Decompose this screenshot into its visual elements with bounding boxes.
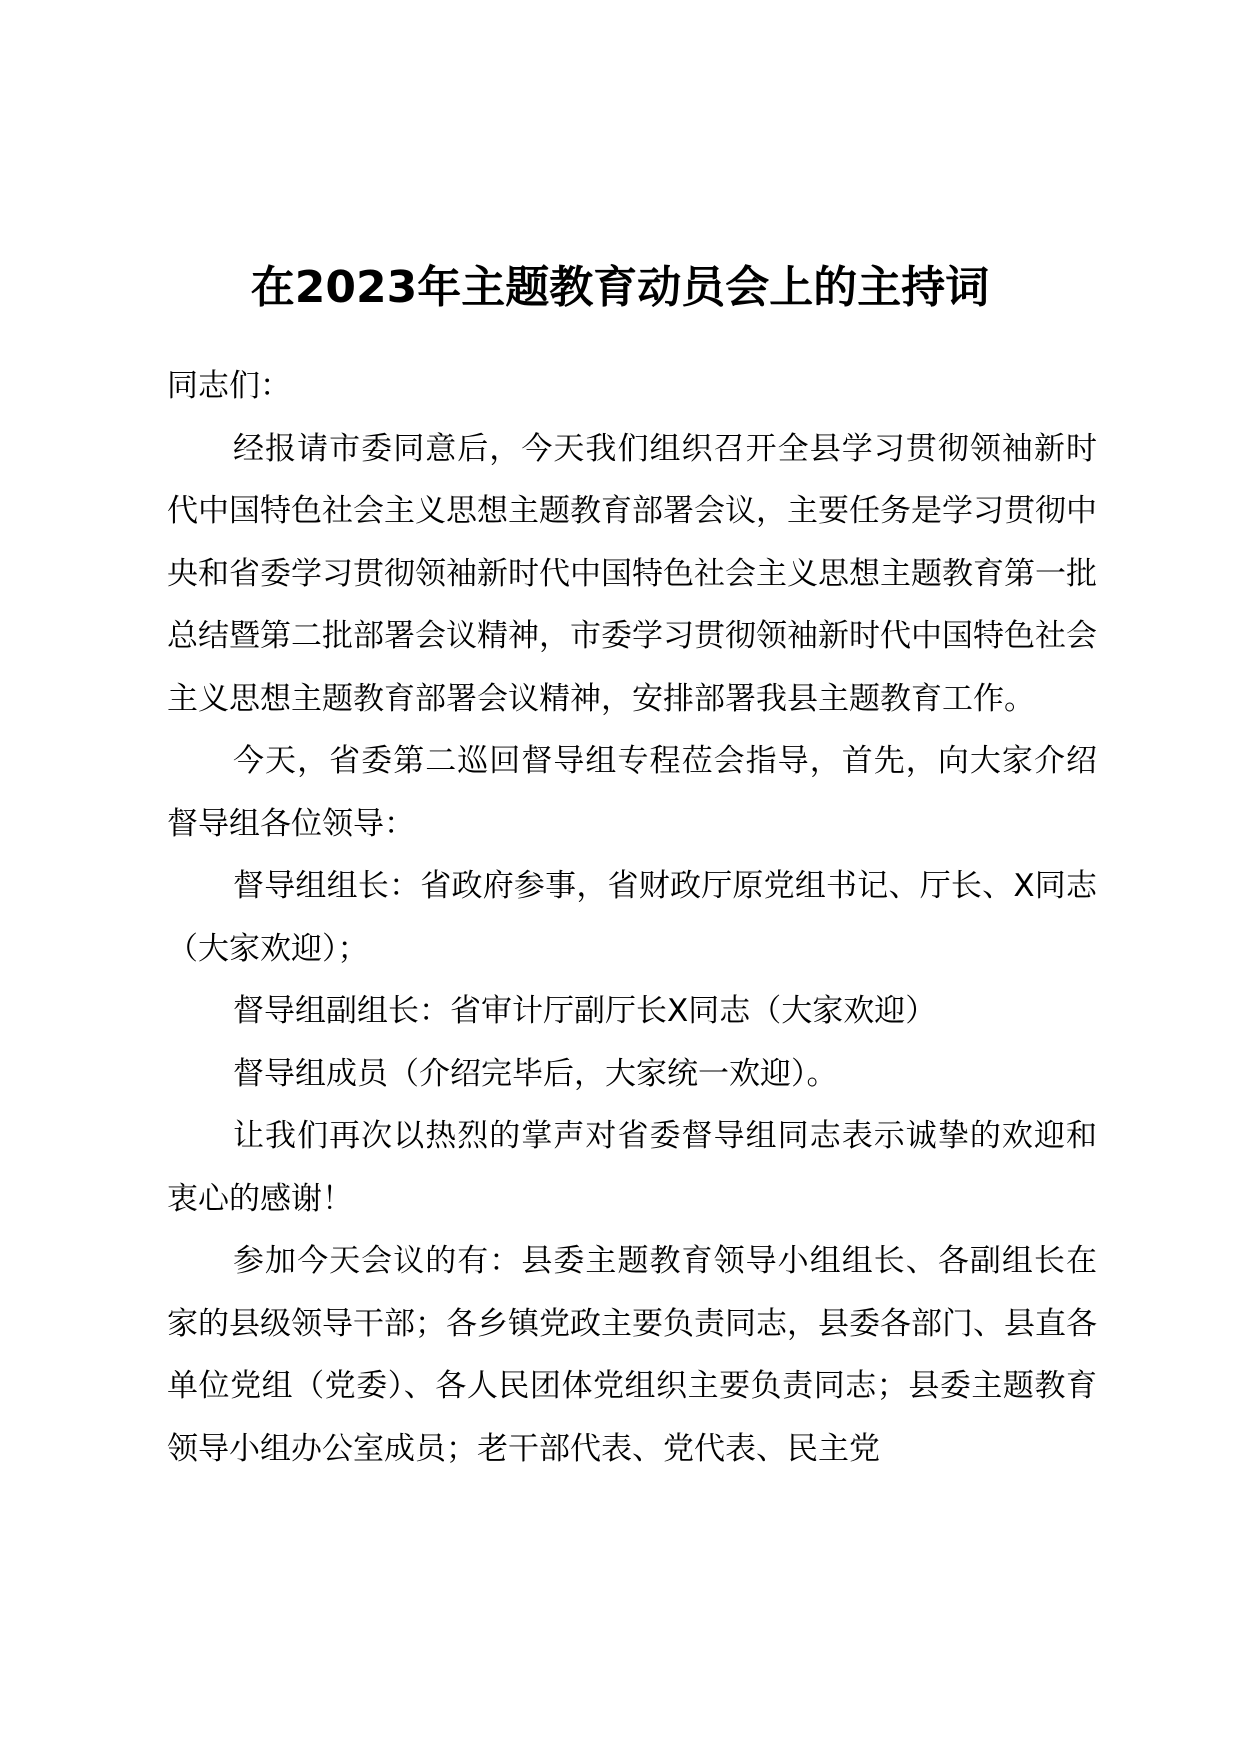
paragraph-introduction: 今天，省委第二巡回督导组专程莅会指导，首先，向大家介绍督导组各位领导： xyxy=(167,743,1097,842)
document-body xyxy=(167,355,1097,1480)
paragraph-team-leader: 督导组组长：省政府参事，省财政厅原党组书记、厅长、X同志（大家欢迎）； xyxy=(167,868,1097,967)
paragraph-welcome: 让我们再次以热烈的掌声对省委督导组同志表示诚挚的欢迎和衷心的感谢！ xyxy=(167,1118,1097,1217)
document-title: 在2023年主题教育动员会上的主持词 xyxy=(250,262,990,313)
paragraph-attendees: 参加今天会议的有：县委主题教育领导小组组长、各副组长在家的县级领导干部；各乡镇党政主要负责同志，县委各部门、县直各单位党组（党委）、各人民团体党组织主要负责同志；县委主题教育领导小组办公室成员；老干部代表、党代表、民主党 xyxy=(167,1243,1097,1467)
salutation: 同志们： xyxy=(167,368,291,404)
paragraph-deputy-leader: 督导组副组长：省审计厅副厅长X同志（大家欢迎） xyxy=(233,993,937,1029)
paragraph-team-members: 督导组成员（介绍完毕后，大家统一欢迎）。 xyxy=(233,1055,838,1092)
paragraph-opening: 经报请市委同意后，今天我们组织召开全县学习贯彻领袖新时代中国特色社会主义思想主题教育部署会议，主要任务是学习贯彻中央和省委学习贯彻领袖新时代中国特色社会主义思想主题教育第一批总结暨第二批部署会议精神，市委学习贯彻领袖新时代中国特色社会主义思想主题教育部署会议精神，安排部署我县主题教育工作。 xyxy=(167,430,1097,717)
